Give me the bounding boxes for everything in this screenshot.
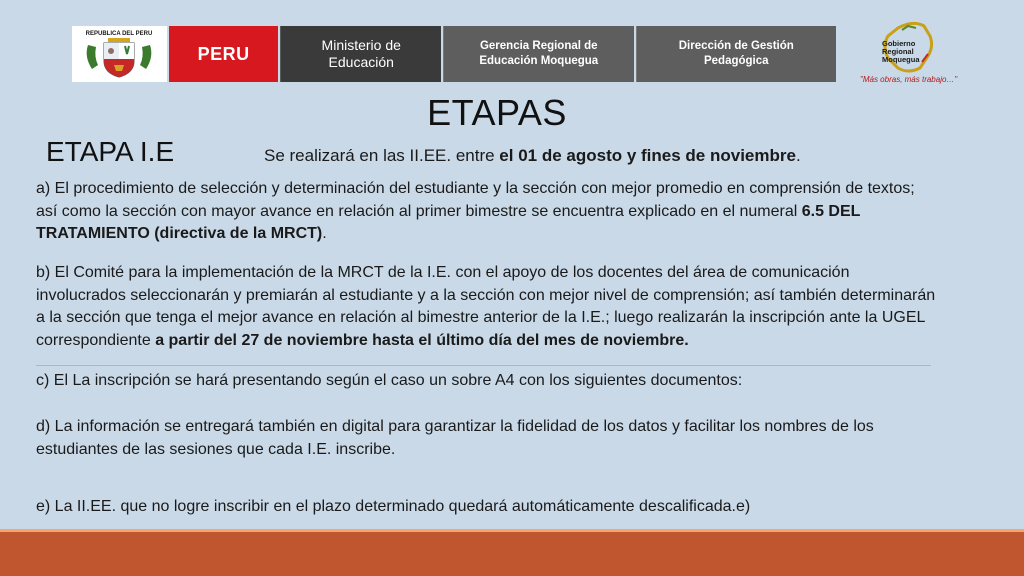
header-banner bbox=[72, 26, 836, 82]
stage-label: ETAPA I.E bbox=[46, 136, 175, 167]
gov-name: Gobierno Regional Moquegua bbox=[882, 39, 920, 64]
peru-coat-of-arms bbox=[72, 26, 167, 82]
footer-bar bbox=[0, 532, 1024, 576]
shield-caption: REPUBLICA DEL PERU bbox=[86, 31, 153, 37]
item-b-text: b) El Comité para la implementación de la MRCT de la I.E. con el apoyo de los docentes del área de comunicación involucrados seleccionarán y premiarán al estudiante y a la sección con mejor nivel de comprensión; así también determinarán a la sección que tenga el mejor avance en relación al bimestre anterior de la I.E.; luego realizarán la inscripción ante la UGEL correspondiente bbox=[36, 264, 936, 349]
item-b bbox=[36, 262, 936, 352]
gov-slogan: "Más obras, más trabajo…" bbox=[860, 75, 958, 84]
pedagogical-direction-label: Dirección de Gestión Pedagógica bbox=[636, 26, 836, 82]
item-e: e) La II.EE. que no logre inscribir en el plazo determinado quedará automáticamente descalificada.e) bbox=[36, 498, 751, 515]
stage-dates bbox=[264, 146, 801, 166]
item-a-text: a) El procedimiento de selección y determinación del estudiante y la sección con mejor promedio en comprensión de textos; así como la sección con mayor avance en relación al primer bimestre se encuentra explicado en el numeral bbox=[36, 180, 915, 220]
dates-suffix: . bbox=[795, 146, 801, 165]
item-c: c) El La inscripción se hará presentando según el caso un sobre A4 con los siguientes documentos: bbox=[36, 372, 743, 389]
peru-label: PERU bbox=[169, 26, 279, 82]
dates-range: el 01 de agosto y fines de noviembre bbox=[499, 146, 796, 165]
item-a-bold: 6.5 DEL TRATAMIENTO (directiva de la MRCT) bbox=[36, 202, 861, 242]
regional-government-logo bbox=[858, 18, 978, 90]
item-a bbox=[36, 178, 936, 246]
dates-prefix: Se realizará en las II.EE. entre bbox=[264, 146, 500, 165]
regional-management-label: Gerencia Regional de Educación Moquegua bbox=[443, 26, 634, 82]
item-d: d) La información se entregará también en digital para garantizar la fidelidad de los datos y facilitar los nombres de los estudiantes de las sesiones que cada I.E. inscribe. bbox=[36, 418, 874, 458]
item-a-end: . bbox=[322, 225, 327, 242]
item-b-bold: a partir del 27 de noviembre hasta el último día del mes de noviembre. bbox=[155, 331, 689, 349]
divider bbox=[36, 365, 931, 366]
coat-of-arms-icon bbox=[74, 27, 164, 81]
page-title: ETAPAS bbox=[427, 92, 567, 133]
ministry-label: Ministerio de Educación bbox=[280, 26, 441, 82]
